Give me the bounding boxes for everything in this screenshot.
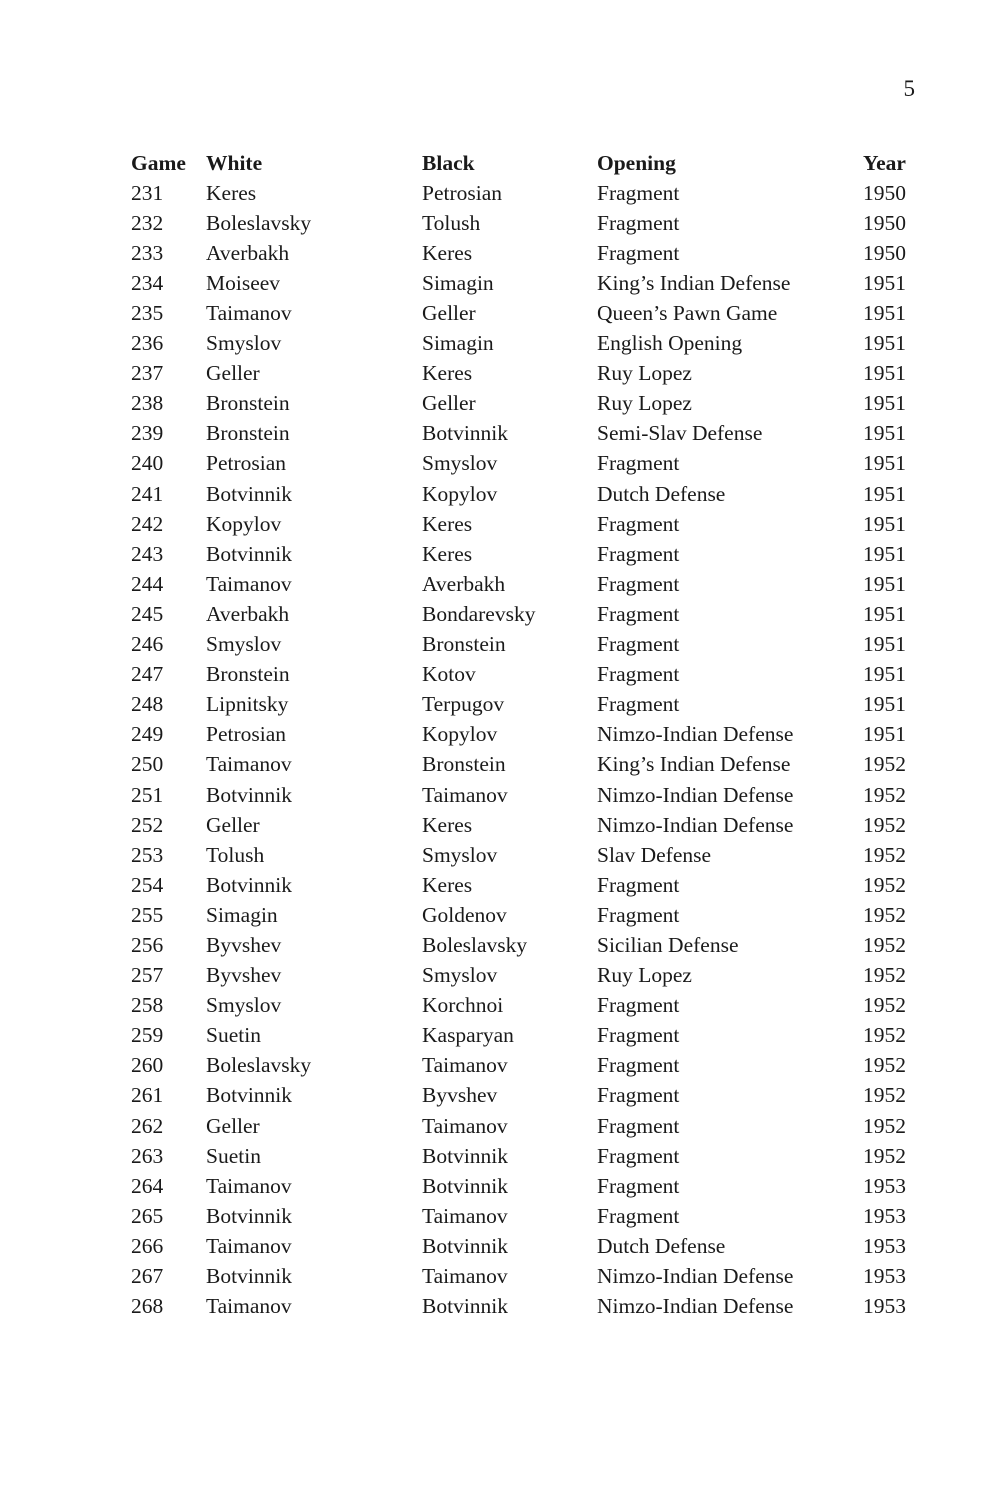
cell-opening: Fragment [597,1083,680,1108]
cell-black: Byvshev [422,1083,498,1108]
cell-year: 1951 [863,662,906,687]
header-game: Game [131,150,186,175]
cell-game: 245 [131,601,164,626]
cell-white: Taimanov [206,752,292,777]
cell-year: 1952 [863,782,906,807]
cell-year: 1951 [863,301,906,326]
cell-game: 259 [131,1023,164,1048]
cell-year: 1952 [863,812,906,837]
cell-black: Bondarevsky [422,601,536,626]
cell-white: Bronstein [206,421,290,446]
cell-white: Geller [206,361,260,386]
cell-opening: Fragment [597,1173,680,1198]
table-row [131,900,921,930]
cell-white: Taimanov [206,1173,292,1198]
cell-year: 1952 [863,1053,906,1078]
cell-opening: Fragment [597,1203,680,1228]
cell-year: 1952 [863,1143,906,1168]
cell-opening: Queen’s Pawn Game [597,301,778,326]
cell-white: Boleslavsky [206,1053,312,1078]
cell-black: Terpugov [422,692,505,717]
table-row [131,780,921,810]
cell-white: Averbakh [206,240,290,265]
cell-black: Simagin [422,270,494,295]
table-row [131,991,921,1021]
header-white: White [206,150,263,175]
cell-year: 1950 [863,180,906,205]
table-row [131,720,921,750]
cell-white: Bronstein [206,662,290,687]
cell-black: Kotov [422,662,476,687]
cell-opening: Dutch Defense [597,481,726,506]
cell-white: Botvinnik [206,1203,293,1228]
table-row [131,840,921,870]
cell-game: 258 [131,993,164,1018]
cell-black: Botvinnik [422,1143,509,1168]
cell-year: 1951 [863,451,906,476]
cell-opening: Fragment [597,601,680,626]
cell-game: 235 [131,301,164,326]
cell-opening: Fragment [597,451,680,476]
table-row [131,690,921,720]
cell-opening: Fragment [597,541,680,566]
cell-black: Smyslov [422,963,498,988]
cell-opening: Nimzo-Indian Defense [597,812,794,837]
cell-game: 256 [131,932,164,957]
cell-game: 261 [131,1083,164,1108]
cell-white: Taimanov [206,301,292,326]
cell-opening: Dutch Defense [597,1233,726,1258]
cell-opening: Nimzo-Indian Defense [597,1294,794,1319]
cell-white: Bronstein [206,391,290,416]
cell-year: 1951 [863,421,906,446]
cell-black: Taimanov [422,782,508,807]
table-row [131,298,921,328]
table-row [131,1021,921,1051]
cell-game: 246 [131,632,164,657]
cell-year: 1950 [863,240,906,265]
cell-year: 1953 [863,1233,906,1258]
cell-white: Smyslov [206,331,282,356]
cell-year: 1950 [863,210,906,235]
cell-black: Simagin [422,331,494,356]
cell-white: Botvinnik [206,872,293,897]
cell-white: Keres [206,180,257,205]
table-row [131,1171,921,1201]
cell-white: Suetin [206,1023,261,1048]
cell-year: 1953 [863,1173,906,1198]
cell-game: 251 [131,782,164,807]
cell-game: 267 [131,1264,164,1289]
table-row [131,1201,921,1231]
cell-opening: Slav Defense [597,842,712,867]
cell-white: Taimanov [206,1294,292,1319]
cell-year: 1951 [863,361,906,386]
cell-white: Byvshev [206,963,282,988]
cell-black: Taimanov [422,1053,508,1078]
cell-opening: Fragment [597,210,680,235]
cell-opening: Fragment [597,1053,680,1078]
cell-white: Byvshev [206,932,282,957]
cell-white: Smyslov [206,993,282,1018]
cell-opening: Fragment [597,240,680,265]
cell-game: 248 [131,692,164,717]
cell-opening: Fragment [597,993,680,1018]
cell-year: 1951 [863,511,906,536]
cell-white: Tolush [206,842,265,867]
cell-game: 250 [131,752,164,777]
cell-game: 257 [131,963,164,988]
table-row [131,930,921,960]
cell-opening: Fragment [597,662,680,687]
cell-black: Petrosian [422,180,503,205]
cell-year: 1952 [863,932,906,957]
cell-opening: Fragment [597,632,680,657]
cell-game: 244 [131,571,164,596]
games-table [131,148,921,1322]
table-row [131,660,921,690]
table-row [131,961,921,991]
cell-year: 1951 [863,270,906,295]
cell-year: 1951 [863,331,906,356]
cell-opening: Nimzo-Indian Defense [597,782,794,807]
cell-opening: King’s Indian Defense [597,752,791,777]
cell-game: 247 [131,662,164,687]
cell-year: 1952 [863,993,906,1018]
cell-opening: Sicilian Defense [597,932,739,957]
cell-opening: Fragment [597,692,680,717]
cell-white: Averbakh [206,601,290,626]
cell-year: 1951 [863,571,906,596]
cell-opening: Ruy Lopez [597,361,692,386]
cell-opening: King’s Indian Defense [597,270,791,295]
cell-black: Keres [422,361,473,386]
cell-opening: Ruy Lopez [597,391,692,416]
cell-white: Botvinnik [206,541,293,566]
cell-black: Botvinnik [422,1294,509,1319]
table-row [131,419,921,449]
cell-year: 1952 [863,872,906,897]
cell-white: Taimanov [206,1233,292,1258]
cell-black: Bronstein [422,752,506,777]
cell-year: 1952 [863,902,906,927]
cell-game: 268 [131,1294,164,1319]
cell-black: Taimanov [422,1264,508,1289]
cell-game: 254 [131,872,164,897]
cell-year: 1953 [863,1203,906,1228]
cell-black: Kopylov [422,722,498,747]
cell-game: 233 [131,240,164,265]
cell-year: 1951 [863,391,906,416]
cell-white: Taimanov [206,571,292,596]
cell-black: Botvinnik [422,1233,509,1258]
cell-white: Smyslov [206,632,282,657]
table-row [131,238,921,268]
cell-year: 1952 [863,1023,906,1048]
cell-game: 263 [131,1143,164,1168]
cell-black: Kopylov [422,481,498,506]
table-row [131,389,921,419]
table-row [131,810,921,840]
table-row [131,178,921,208]
cell-game: 266 [131,1233,164,1258]
cell-game: 236 [131,331,164,356]
cell-opening: Fragment [597,180,680,205]
table-row [131,1141,921,1171]
cell-year: 1952 [863,1083,906,1108]
cell-white: Botvinnik [206,782,293,807]
cell-game: 240 [131,451,164,476]
cell-year: 1952 [863,842,906,867]
cell-black: Geller [422,391,476,416]
table-row [131,208,921,238]
cell-year: 1952 [863,963,906,988]
cell-white: Simagin [206,902,278,927]
cell-opening: Fragment [597,1023,680,1048]
cell-white: Lipnitsky [206,692,289,717]
cell-year: 1952 [863,1113,906,1138]
table-row [131,630,921,660]
cell-game: 238 [131,391,164,416]
cell-game: 249 [131,722,164,747]
cell-game: 265 [131,1203,164,1228]
cell-game: 231 [131,180,164,205]
cell-black: Geller [422,301,476,326]
table-body [131,178,921,1322]
cell-black: Korchnoi [422,993,504,1018]
cell-year: 1951 [863,601,906,626]
cell-game: 237 [131,361,164,386]
table-row [131,599,921,629]
cell-year: 1951 [863,541,906,566]
cell-black: Taimanov [422,1203,508,1228]
table-row [131,1231,921,1261]
table-row [131,1292,921,1322]
cell-year: 1951 [863,692,906,717]
cell-black: Bronstein [422,632,506,657]
cell-black: Boleslavsky [422,932,528,957]
table-row [131,449,921,479]
cell-white: Moiseev [206,270,281,295]
cell-opening: Fragment [597,511,680,536]
cell-black: Botvinnik [422,1173,509,1198]
cell-year: 1951 [863,722,906,747]
cell-year: 1951 [863,632,906,657]
table-row [131,569,921,599]
table-row [131,268,921,298]
cell-black: Goldenov [422,902,507,927]
page-number: 5 [903,76,915,101]
cell-opening: Nimzo-Indian Defense [597,722,794,747]
cell-opening: Fragment [597,571,680,596]
cell-opening: Fragment [597,1113,680,1138]
cell-white: Kopylov [206,511,282,536]
table-row [131,1111,921,1141]
cell-black: Keres [422,812,473,837]
table-row [131,479,921,509]
cell-game: 252 [131,812,164,837]
cell-year: 1952 [863,752,906,777]
table-row [131,509,921,539]
cell-game: 232 [131,210,164,235]
table-row [131,1051,921,1081]
table-row [131,1081,921,1111]
table-row [131,750,921,780]
cell-black: Botvinnik [422,421,509,446]
cell-year: 1951 [863,481,906,506]
cell-black: Kasparyan [422,1023,514,1048]
header-black: Black [422,150,475,175]
cell-white: Botvinnik [206,1083,293,1108]
cell-game: 241 [131,481,164,506]
table-row [131,870,921,900]
cell-opening: Ruy Lopez [597,963,692,988]
cell-white: Botvinnik [206,481,293,506]
cell-game: 234 [131,270,164,295]
table-row [131,329,921,359]
cell-game: 262 [131,1113,164,1138]
cell-opening: Fragment [597,902,680,927]
cell-year: 1953 [863,1294,906,1319]
cell-opening: Fragment [597,872,680,897]
cell-white: Botvinnik [206,1264,293,1289]
cell-year: 1953 [863,1264,906,1289]
table-row [131,359,921,389]
cell-black: Taimanov [422,1113,508,1138]
cell-opening: Semi-Slav Defense [597,421,763,446]
table-row [131,1261,921,1291]
cell-game: 239 [131,421,164,446]
header-year: Year [863,150,906,175]
cell-black: Tolush [422,210,481,235]
cell-white: Suetin [206,1143,261,1168]
cell-opening: Fragment [597,1143,680,1168]
cell-black: Keres [422,872,473,897]
cell-game: 243 [131,541,164,566]
header-opening: Opening [597,150,676,175]
cell-game: 264 [131,1173,164,1198]
cell-black: Keres [422,541,473,566]
cell-game: 242 [131,511,164,536]
cell-white: Boleslavsky [206,210,312,235]
cell-game: 260 [131,1053,164,1078]
cell-black: Averbakh [422,571,506,596]
cell-white: Geller [206,812,260,837]
cell-game: 255 [131,902,164,927]
cell-white: Petrosian [206,451,287,476]
cell-opening: Nimzo-Indian Defense [597,1264,794,1289]
table-header-row [131,148,921,178]
cell-game: 253 [131,842,164,867]
cell-white: Petrosian [206,722,287,747]
cell-black: Keres [422,240,473,265]
cell-black: Smyslov [422,451,498,476]
cell-opening: English Opening [597,331,743,356]
table-row [131,539,921,569]
cell-black: Keres [422,511,473,536]
cell-black: Smyslov [422,842,498,867]
cell-white: Geller [206,1113,260,1138]
